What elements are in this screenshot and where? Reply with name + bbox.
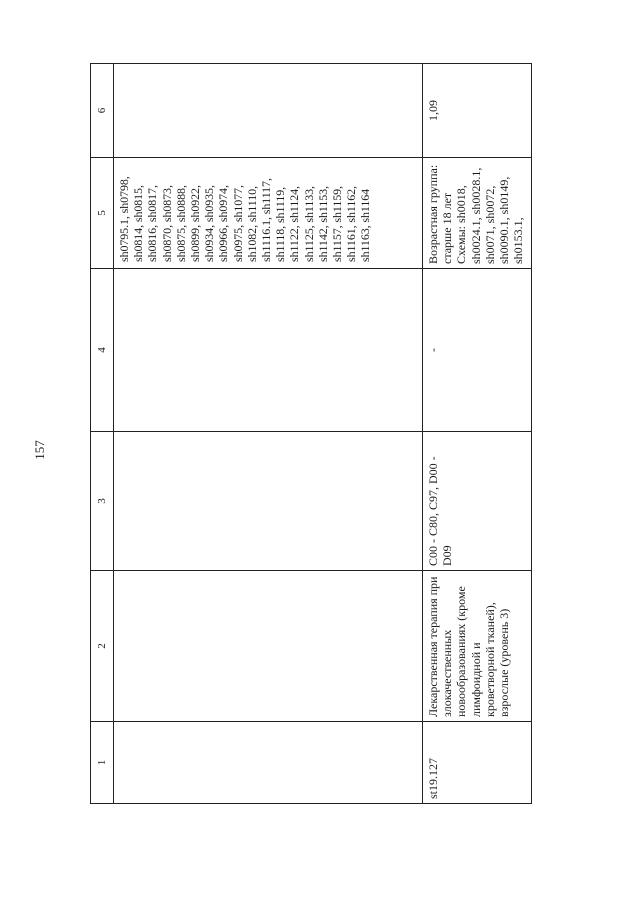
- column-number-4: 4: [91, 269, 114, 432]
- table-row: [423, 64, 532, 804]
- column-number-2: 2: [91, 571, 114, 722]
- row2-name-cell: Лекарственная терапия при злокачественных новообразованиях (кроме лимфоидной и кроветворной тканей), взрослые (уровень 3): [423, 571, 532, 722]
- row1-name-cell: [114, 571, 423, 722]
- page-number: 157: [32, 440, 47, 460]
- row1-diagnosis-cell: [114, 432, 423, 571]
- scheme-codes-text: sh0795.1, sh0798, sh0814, sh0815, sh0816, sh0817, sh0870, sh0873, sh0875, sh0888, sh0899, sh0922, sh0934, sh0935, sh0966, sh0974, sh0975, sh1077, sh1082, sh1110, sh1116.1, sh1117, sh1118, sh1119, sh1122, sh1124, sh1125, sh1133, sh1142, sh1153, sh1157, sh1159, sh1161, sh1162, sh1163, sh1164: [117, 176, 373, 262]
- row1-coefficient-cell: [114, 64, 423, 158]
- column-number-5: 5: [91, 158, 114, 269]
- row2-diagnosis-cell: С00 - С80, С97, D00 - D09: [423, 432, 532, 571]
- row1-code-cell: [114, 722, 423, 804]
- row2-col4-cell: -: [423, 269, 532, 432]
- row2-criteria-cell: Возрастная группа: старше 18 лет Схемы: sh0018, sh0024.1, sh0028.1, sh0071, sh0072, sh0090.1, sh0149, sh0153.1,: [423, 158, 532, 269]
- column-number-1: 1: [91, 722, 114, 804]
- column-number-6: 6: [91, 64, 114, 158]
- row2-code-cell: st19.127: [423, 722, 532, 804]
- column-number-row: [91, 64, 114, 804]
- column-number-3: 3: [91, 432, 114, 571]
- row1-schemes-cell: [114, 158, 423, 269]
- rotated-table-container: [90, 64, 530, 804]
- tariff-table: [90, 63, 532, 804]
- table-row: [114, 64, 423, 804]
- row2-coefficient-cell: 1,09: [423, 64, 532, 158]
- row1-col4-cell: [114, 269, 423, 432]
